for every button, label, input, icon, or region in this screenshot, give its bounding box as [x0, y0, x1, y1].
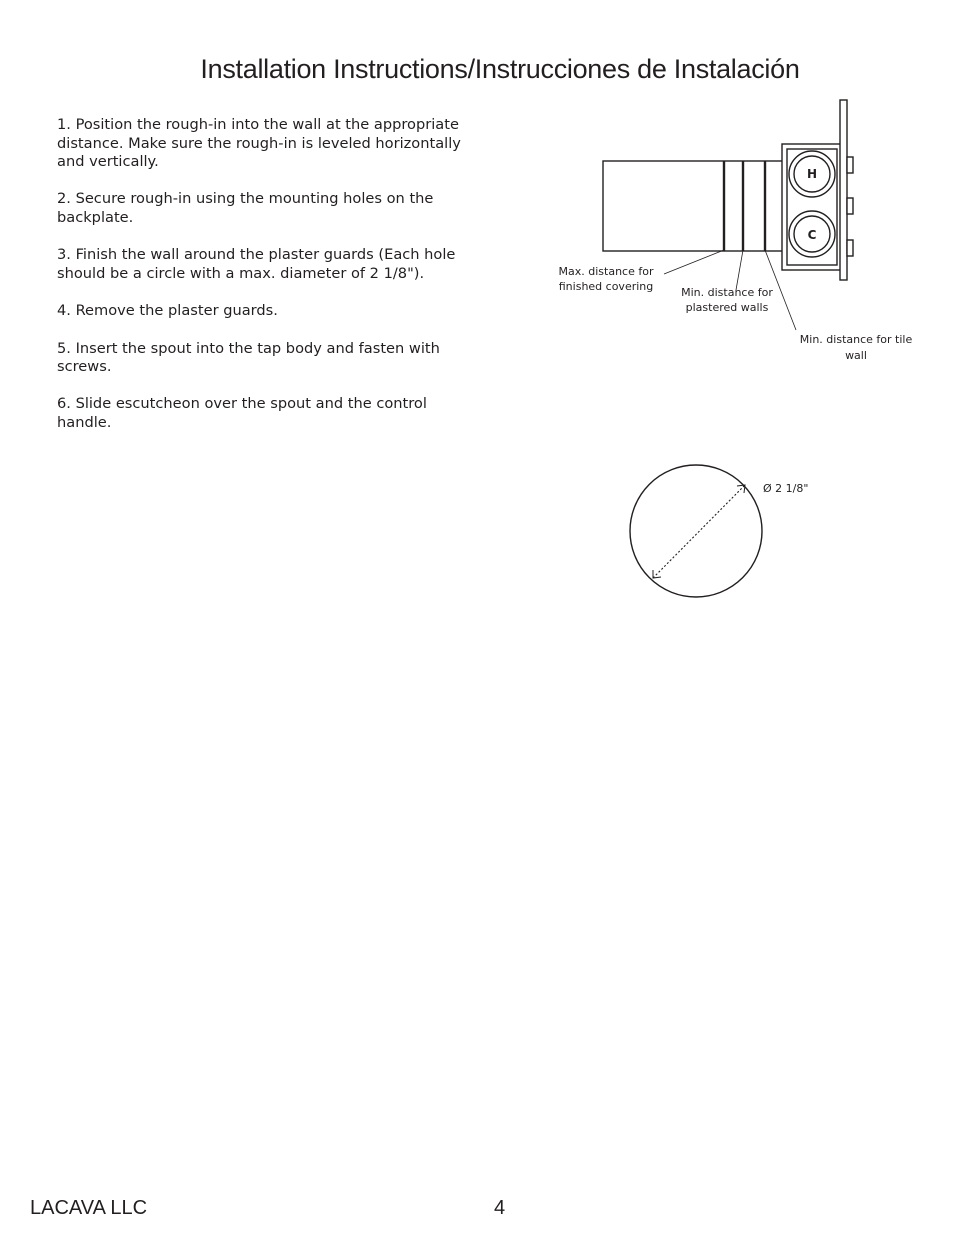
callout-max-line1: Max. distance for: [558, 265, 654, 278]
step-3: 3. Finish the wall around the plaster guards (Each hole should be a circle with a max. diameter of 2 1/8").: [57, 246, 456, 282]
hot-label: H: [806, 167, 818, 181]
leader-plastered: [736, 250, 743, 290]
callout-max-line2: finished covering: [558, 280, 654, 293]
callout-tile-line2: wall: [845, 349, 867, 362]
rough-in-diagram: [540, 96, 940, 376]
leader-max-distance: [664, 250, 724, 274]
mounting-tab-top: [847, 157, 853, 173]
step-5: 5. Insert the spout into the tap body and fasten with screws.: [57, 339, 440, 376]
step-6: 6. Slide escutcheon over the spout and the control handle.: [57, 395, 427, 431]
backplate: [840, 100, 847, 280]
valve-body: [782, 100, 853, 280]
step-2: 2. Secure rough-in using the mounting holes on the backplate.: [57, 190, 434, 227]
wall-section: [603, 161, 786, 251]
page-number: 4: [494, 1197, 506, 1219]
diameter-line: [653, 485, 745, 578]
footer-company: LACAVA LLC: [30, 1197, 148, 1219]
instruction-steps: [57, 116, 477, 451]
callout-tile-line1: Min. distance for tile: [799, 333, 913, 346]
mounting-tab-middle: [847, 198, 853, 214]
hole-diameter-diagram: [620, 458, 840, 608]
diameter-label: Ø 2 1/8": [763, 482, 809, 495]
wall-layers: [603, 161, 786, 251]
step-1: 1. Position the rough-in into the wall at the appropriate distance. Make sure the rough-in is leveled horizontally and vertically.: [57, 116, 461, 171]
mounting-tab-bottom: [847, 240, 853, 256]
cold-label: C: [807, 228, 817, 242]
page-title: Installation Instructions/Instrucciones de Instalación: [200, 54, 800, 85]
callout-plaster-line1: Min. distance for: [681, 286, 773, 299]
wall-hole-circle: [630, 465, 762, 597]
callout-plaster-line2: plastered walls: [685, 301, 769, 314]
step-4: 4. Remove the plaster guards.: [57, 302, 278, 320]
